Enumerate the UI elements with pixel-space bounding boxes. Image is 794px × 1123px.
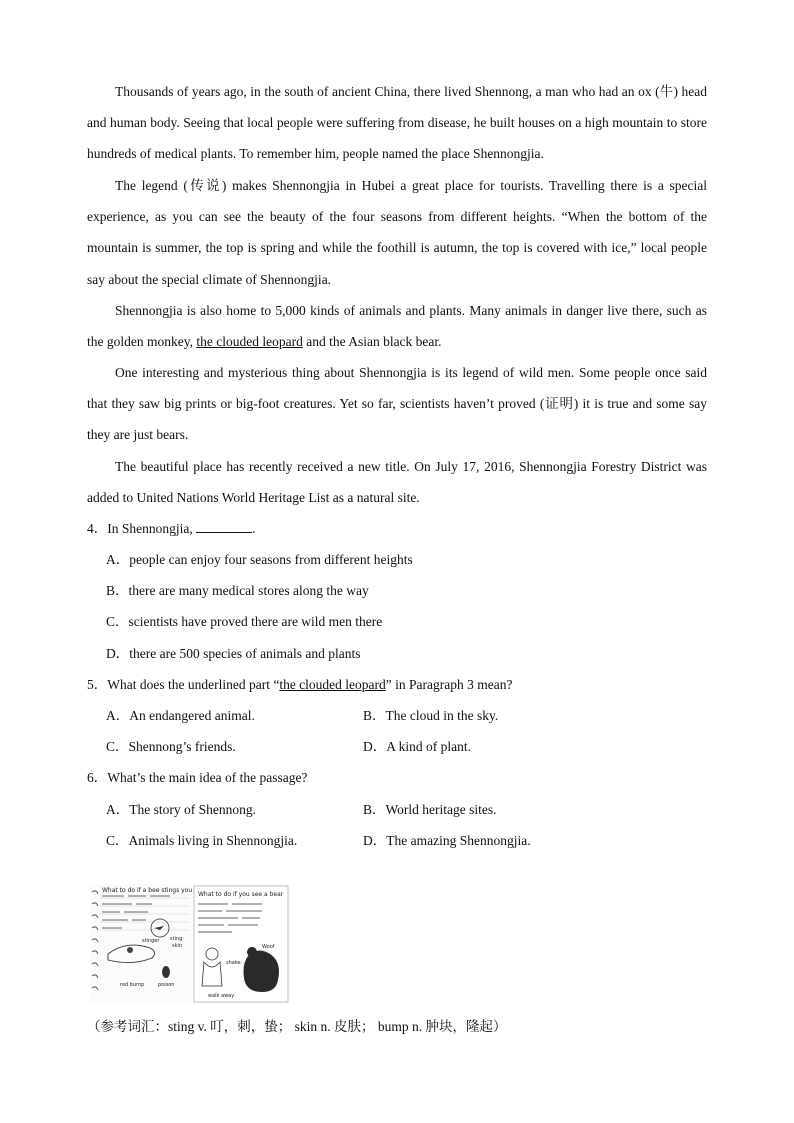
figure-right-heading: What to do if you see a bear [198, 891, 284, 898]
question-5-stem [87, 675, 512, 695]
question-5-option-d: D．A kind of plant. [363, 739, 471, 754]
question-6-option-d: D．The amazing Shennongjia. [363, 833, 531, 848]
label-walk-away: walk away [208, 993, 235, 999]
label-woof: Woof [262, 944, 275, 950]
bear-head-icon [247, 947, 257, 957]
question-4-option-d: D．there are 500 species of animals and plants [106, 646, 361, 661]
question-6-option-c: C．Animals living in Shennongjia. [106, 833, 298, 848]
question-6-option-b: B．World heritage sites. [363, 802, 497, 817]
label-poison: poison [158, 982, 175, 988]
illustration-svg [90, 884, 290, 1004]
passage-paragraph-2: The legend (传说) makes Shennongjia in Hubei a great place for tourists. Travelling there is a special experience, as you can see the beauty of the four seasons from different heights. “When the bottom of the mountain is summer, the top is spring and while the foothill is autumn, the top is covered with ice,” local people say about the special climate of Shennongjia. [87, 178, 707, 287]
label-sting: sting [170, 936, 183, 942]
question-4-option-c: C．scientists have proved there are wild men there [106, 614, 383, 629]
label-skin: skin [172, 943, 183, 949]
answer-blank [196, 520, 252, 533]
label-shake: shake [226, 960, 241, 966]
passage-paragraph-3 [87, 295, 707, 357]
label-red-bump: red bump [120, 982, 145, 988]
paragraph-3-text-start: Shennongjia is also home to 5,000 kinds of animals and plants. Many animals in danger live there, such as the golden monkey, [87, 303, 707, 350]
question-4-end: . [252, 521, 256, 536]
question-5-option-b: B．The cloud in the sky. [363, 708, 499, 723]
figure-left-heading: What to do if a bee stings you [102, 887, 193, 894]
label-stinger: stinger [142, 938, 160, 944]
question-5-option-a: A．An endangered animal. [106, 708, 255, 723]
question-4-option-b: B．there are many medical stores along the way [106, 583, 369, 598]
question-4-option-a: A．people can enjoy four seasons from different heights [106, 552, 413, 567]
question-6-option-a: A．The story of Shennong. [106, 802, 256, 817]
question-6-stem: 6．What’s the main idea of the passage? [87, 770, 308, 785]
question-5-option-c: C．Shennong’s friends. [106, 739, 236, 754]
passage-paragraph-4: One interesting and mysterious thing about Shennongjia is its legend of wild men. Some people once said that they saw big prints or big-foot creatures. Yet so far, scientists haven’t proved (证明) it is true and some say they are just bears. [87, 365, 707, 443]
question-5-text: 5．What does the underlined part “ [87, 677, 280, 692]
red-bump-icon [127, 947, 133, 953]
poison-icon [162, 966, 170, 978]
vocabulary-note: （参考词汇：sting v. 叮，刺，蛰； skin n. 皮肤； bump n. 肿块，隆起） [87, 1019, 507, 1034]
question-5-end: ” in Paragraph 3 mean? [385, 677, 513, 692]
paragraph-3-text-end: and the Asian black bear. [302, 334, 442, 350]
question-5-underlined: the clouded leopard [279, 677, 386, 692]
bee-and-bear-illustration [90, 884, 290, 1004]
question-4-stem [87, 519, 256, 539]
passage-paragraph-1: Thousands of years ago, in the south of ancient China, there lived Shennong, a man who had an ox (牛) head and human body. Seeing that local people were suffering from disease, he built houses on a high mountain to store hundreds of medical plants. To remember him, people named the place Shennongjia. [87, 84, 707, 162]
passage-paragraph-5: The beautiful place has recently received a new title. On July 17, 2016, Shennongjia Forestry District was added to United Nations World Heritage List as a natural site. [87, 459, 707, 506]
underlined-phrase: the clouded leopard [196, 334, 303, 350]
question-4-text: 4．In Shennongjia, [87, 521, 197, 536]
